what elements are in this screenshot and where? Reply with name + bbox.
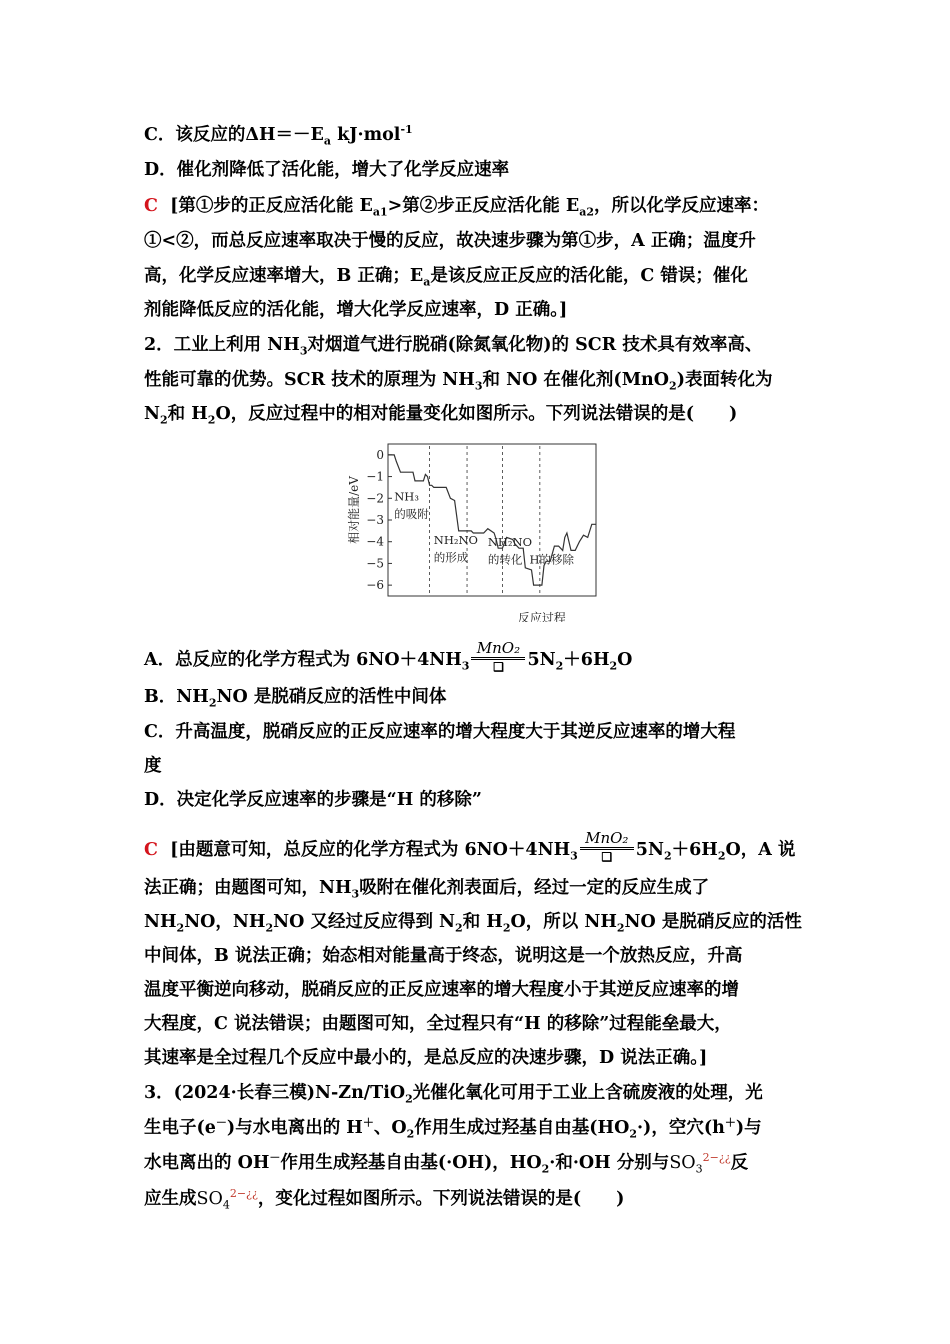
energy-profile-chart [340, 432, 620, 622]
question-3-line-1: 3．(2024·长春三模)N-Zn/TiO$_2$光催化氧化可用于工业上含硫废液的处理，光 [144, 1083, 763, 1106]
question-2-line-2: 性能可靠的优势。SCR 技术的原理为 $NH_3$和 NO 在催化剂(MnO$_2$)表面转化为 [144, 370, 773, 393]
question-3-line-3: 水电离出的 OH－作用生成羟基自由基(·OH)，$HO_2\cdot$和·OH 分别与$SO_3^{2-¿¿}$反 [144, 1151, 749, 1176]
explanation-1-line-1: C [第①步的正反应活化能 $E_{a1}>$第②步正反应活化能 $E_{a2}$，所以化学反应速率： [144, 196, 769, 219]
stage-label: 的转化 [487, 552, 523, 567]
explanation-2-line-1: C [由题意可知，总反应的化学方程式为 $6NO+4NH_3$ $\frac{\text{MnO₂}}{❑}$ $5N_2+6H_2O$，A 说 [144, 829, 796, 864]
option-c-prev: C．该反应的$\Delta H=-E_a$ kJ·mol$^{-1}$ [144, 123, 413, 148]
y-tick-label: −5 [366, 556, 384, 571]
answer-mark: C [144, 196, 158, 216]
y-tick-label: −3 [366, 513, 384, 527]
y-tick-label: −6 [366, 578, 384, 593]
explanation-2-line-2: 法正确；由题图可知，$NH_3$吸附在催化剂表面后，经过一定的反应生成了 [144, 878, 710, 901]
y-tick-label: −2 [366, 491, 384, 506]
explanation-2-line-4: 中间体，B 说法正确；始态相对能量高于终态，说明这是一个放热反应，升高 [144, 946, 743, 966]
explanation-2-line-6: 大程度，C 说法错误；由题图可知，全过程只有“H 的移除”过程能垒最大， [144, 1014, 732, 1034]
y-tick-label: 0 [376, 447, 384, 462]
answer-mark: C [144, 840, 158, 860]
explanation-1-line-3: 高，化学反应速率增大，B 正确；$E_a$是该反应正反应的活化能，C 错误；催化 [144, 266, 748, 289]
explanation-2-line-7: 其速率是全过程几个反应中最小的，是总反应的决速步骤，D 说法正确。] [144, 1048, 708, 1068]
option-c-line-2: 度 [144, 756, 162, 776]
option-d: D．决定化学反应速率的步骤是“H 的移除” [144, 790, 482, 810]
explanation-1-line-2: ①<②，而总反应速率取决于慢的反应，故决速步骤为第①步，A 正确；温度升 [144, 231, 756, 251]
stage-label: NH₂NO [487, 535, 533, 550]
y-tick-label: −1 [366, 469, 384, 484]
explanation-2-line-3: $NH_2NO$，$NH_2NO$ 又经过反应得到 $N_2$和 $H_2O$，所以 $NH_2NO$ 是脱硝反应的活性 [144, 912, 802, 935]
option-d-prev: D．催化剂降低了活化能，增大了化学反应速率 [144, 160, 510, 180]
stage-label: NH₂NO [433, 532, 478, 547]
question-2-line-3: $N_2$和 $H_2O$，反应过程中的相对能量变化如图所示。下列说法错误的是( ) [144, 404, 738, 427]
option-b: B．$NH_2NO$ 是脱硝反应的活性中间体 [144, 687, 447, 710]
option-c-line-1: C．升高温度，脱硝反应的正反应速率的增大程度大于其逆反应速率的增大程 [144, 722, 736, 742]
x-axis-label: 反应过程 [517, 611, 566, 622]
question-2-line-1: 2．工业上利用 $NH_3$对烟道气进行脱硝(除氮氧化物)的 SCR 技术具有效率高、 [144, 335, 763, 358]
catalyst-condition: $\frac{\text{MnO₂}}{❑}$ [580, 830, 634, 863]
option-a: A．总反应的化学方程式为 $6NO+4NH_3$ $\frac{\text{MnO₂}}{❑}$ $5N_2+6H_2O$ [144, 639, 633, 674]
question-3-line-4: 应生成$SO_4^{2-¿¿}$，变化过程如图所示。下列说法错误的是( ) [144, 1187, 625, 1212]
question-3-line-2: 生电子(e－)与水电离出的 H＋、$O_2$作用生成过羟基自由基$(HO_2\cdot)$，空穴(h＋)与 [144, 1116, 762, 1141]
stage-label: 的吸附 [394, 506, 429, 521]
stage-label: 的形成 [433, 550, 469, 565]
catalyst-condition: $\frac{\text{MnO₂}}{❑}$ [471, 640, 525, 673]
explanation-2-line-5: 温度平衡逆向移动，脱硝反应的正反应速率的增大程度小于其逆反应速率的增 [144, 980, 739, 1000]
explanation-1-line-4: 剂能降低反应的活化能，增大化学反应速率，D 正确。] [144, 300, 568, 320]
stage-label: H的移除 [529, 552, 574, 567]
stage-label: NH₃ [394, 489, 419, 504]
y-axis-label: 相对能量/eV [347, 476, 361, 544]
y-tick-label: −4 [366, 534, 384, 549]
